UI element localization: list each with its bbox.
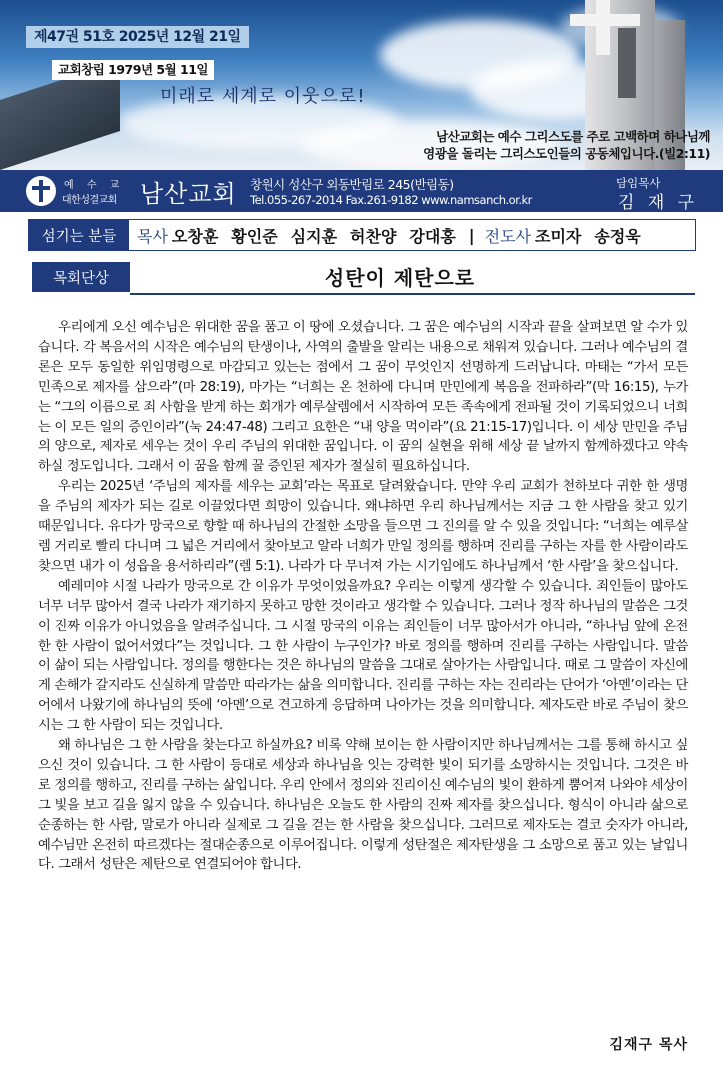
denomination-top: 예 수 교 [64, 180, 125, 191]
issue-info: 제47권 51호 2025년 12월 21일 [26, 26, 249, 48]
church-logo-icon [26, 176, 56, 206]
logo-cross [39, 180, 43, 202]
founded-date: 교회창립 1979년 5월 11일 [52, 60, 214, 80]
pastor-label: 담임목사 [616, 176, 661, 190]
section-tag: 목회단상 [32, 262, 130, 292]
tower-sign [618, 28, 636, 98]
pastor-name: 김 재 구 [618, 193, 699, 213]
minister-name: 오창훈 [171, 226, 219, 246]
ministers-label: 섬기는 분들 [29, 220, 129, 250]
paragraph: 왜 하나님은 그 한 사람을 찾는다고 하실까요? 비록 약해 보이는 한 사람이지만 하나님께서는 그를 통해 하시고 싶으신 것이 있습니다. 그 한 사람이 등대로 세상과 하나님을 잇는 강력한 빛이 되기를 소망하시는 것입니다. 그것은 바로 정의를 행하고, 진리를 구하는 삶입니다. 우리 안에서 정의와 진리이신 예수님의 빛이 환하게 뿜어져 나와야 세상이 그 빛을 보고 길을 잃지 않을 수 있습니다. 하나님은 오늘도 한 사람의 진짜 제자를 찾으십니다. 형식이 아니라 삶으로 순종하는 한 사람, 말로가 아니라 실제로 그 길을 걷는 한 사람을 찾으십니다. 그러므로 제자도는 결코 숫자가 아니라, 예수님만 온전히 따르겠다는 절대순종으로 이루어집니다. 이렇게 성탄절은 제자탄생을 그 소망으로 품고 있는 날입니다. 그래서 성탄은 제탄으로 연결되어야 합니다. [38, 738, 688, 873]
church-name: 남산교회 [140, 180, 237, 208]
evangelist-role-label: 전도사 [484, 226, 532, 246]
church-info-bar [0, 170, 723, 212]
paragraph: 우리에게 오신 예수님은 위대한 꿈을 품고 이 땅에 오셨습니다. 그 꿈은 예수님의 시작과 끝을 살펴보면 알 수가 있습니다. 각 복음서의 시작은 예수님의 탄생이나, 사역의 출발을 알리는 내용으로 채워져 있습니다. 그러나 예수님의 결론은 모두 동일한 위임명령으로 마감되고 있는는 점에서 그 꿈이 무엇인지 선명하게 드러납니다. 마태는 “가서 모든 민족으로 제자를 삼으라”(마 28:19), 마가는 “너희는 온 천하에 다니며 만민에게 복음을 전파하라”(막 16:15), 누가는 “그의 이름으로 죄 사함을 받게 하는 회개가 예루살렘에서 시작하여 모든 족속에게 전파될 것이 기록되었으니 너희는 이 모든 일의 증인이라”(눅 24:47-48) 그리고 요한은 “내 양을 먹이라”(요 21:15-17)입니다. 이 세상 만민을 주님의 양으로, 제자로 세우는 것이 우리 주님의 위대한 꿈입니다. 이 꿈의 실현을 위해 세상 끝 날까지 함께하겠다고 약속하실 정도입니다. 그래서 이 꿈을 함께 꿀 증인된 제자가 절실히 필요하십니다. [38, 320, 688, 475]
minister-name: 심지훈 [290, 226, 338, 246]
minister-name: 송정욱 [594, 226, 641, 246]
mission-statement [360, 128, 710, 162]
minister-name: 강대홍 [409, 226, 456, 246]
slogan: 미래로 세계로 이웃으로! [160, 86, 366, 107]
logo-cross [32, 186, 50, 190]
article-title: 성탄이 제탄으로 [324, 266, 476, 290]
cross-icon [570, 14, 640, 26]
separator: | [468, 225, 475, 245]
church-contact: Tel.055-267-2014 Fax.261-9182 www.namsanch.or.kr [250, 193, 532, 207]
pastor-role-label: 목사 [137, 226, 168, 246]
ministers-list [129, 224, 654, 247]
mission-line: 영광을 돌리는 그리스도인들의 공동체입니다.(빌2:11) [423, 146, 710, 161]
cross-icon [596, 0, 610, 55]
minister-name: 조미자 [535, 226, 582, 246]
mission-line: 남산교회는 예수 그리스도를 주로 고백하며 하나님께 [436, 129, 710, 144]
church-address: 창원시 성산구 외동반림로 245(반림동) [250, 177, 454, 192]
minister-name: 허찬양 [350, 226, 397, 246]
paragraph: 우리는 2025년 ‘주님의 제자를 세우는 교회’라는 목표로 달려왔습니다. 만약 우리 교회가 천하보다 귀한 한 생명을 주님의 제자가 되는 길로 이끌었다면 희망이 있습니다. 왜냐하면 우리 하나님께서는 지금 그 한 사람을 찾고 있기 때문입니다. 유다가 망국으로 향할 때 하나님의 간절한 소망을 들으면 그 진의를 알 수 있을 것입니다: “너희는 예루살렘 거리로 빨리 다니며 그 넓은 거리에서 찾아보고 알라 너희가 만일 정의를 행하며 진리를 구하는 자를 한 사람이라도 찾으면 내가 이 성읍을 용서하리라”(렘 5:1). 나라가 다 무너져 가는 시기임에도 하나님께서 ‘한 사람’을 찾으십니다. [38, 479, 688, 574]
denomination-bottom: 대한성결교회 [62, 195, 117, 206]
minister-name: 황인준 [231, 226, 278, 246]
author-signature: 김재구 목사 [609, 1037, 688, 1053]
header-banner [0, 0, 723, 170]
paragraph: 예레미야 시절 나라가 망국으로 간 이유가 무엇이었을까요? 우리는 이렇게 생각할 수 있습니다. 죄인들이 많아도 너무 너무 많아서 결국 나라가 재기하지 못하고 망한 것이라고 생각할 수 있습니다. 그러나 정작 하나님의 말씀은 그것이 진짜 이유가 아니었음을 알려주십니다. 그 시절 망국의 이유는 죄인들이 너무 많아서가 아니라, “하나님 앞에 온전한 한 사람이 없어서였다”는 것입니다. 그 한 사람이 누구인가? 바로 정의를 행하며 진리를 구하는 사람입니다. 말씀이 삶이 되는 사람입니다. 정의를 행한다는 것은 하나님의 말씀을 그대로 살아가는 사람입니다. 때로 그 말씀이 자신에게 손해가 갈지라도 신실하게 말씀만 따라가는 삶을 의미합니다. 진리를 구하는 자는 진리라는 단어가 ‘아멘’이라는 단어에서 나왔기에 하나님의 뜻에 ‘아멘’으로 견고하게 응답하며 나아가는 것을 의미합니다. 제자도란 바로 주님이 찾으시는 그 한 사람이 되는 것입니다. [38, 578, 688, 734]
article-body [38, 318, 688, 875]
title-rule [130, 293, 695, 295]
ministers-bar [28, 219, 696, 251]
